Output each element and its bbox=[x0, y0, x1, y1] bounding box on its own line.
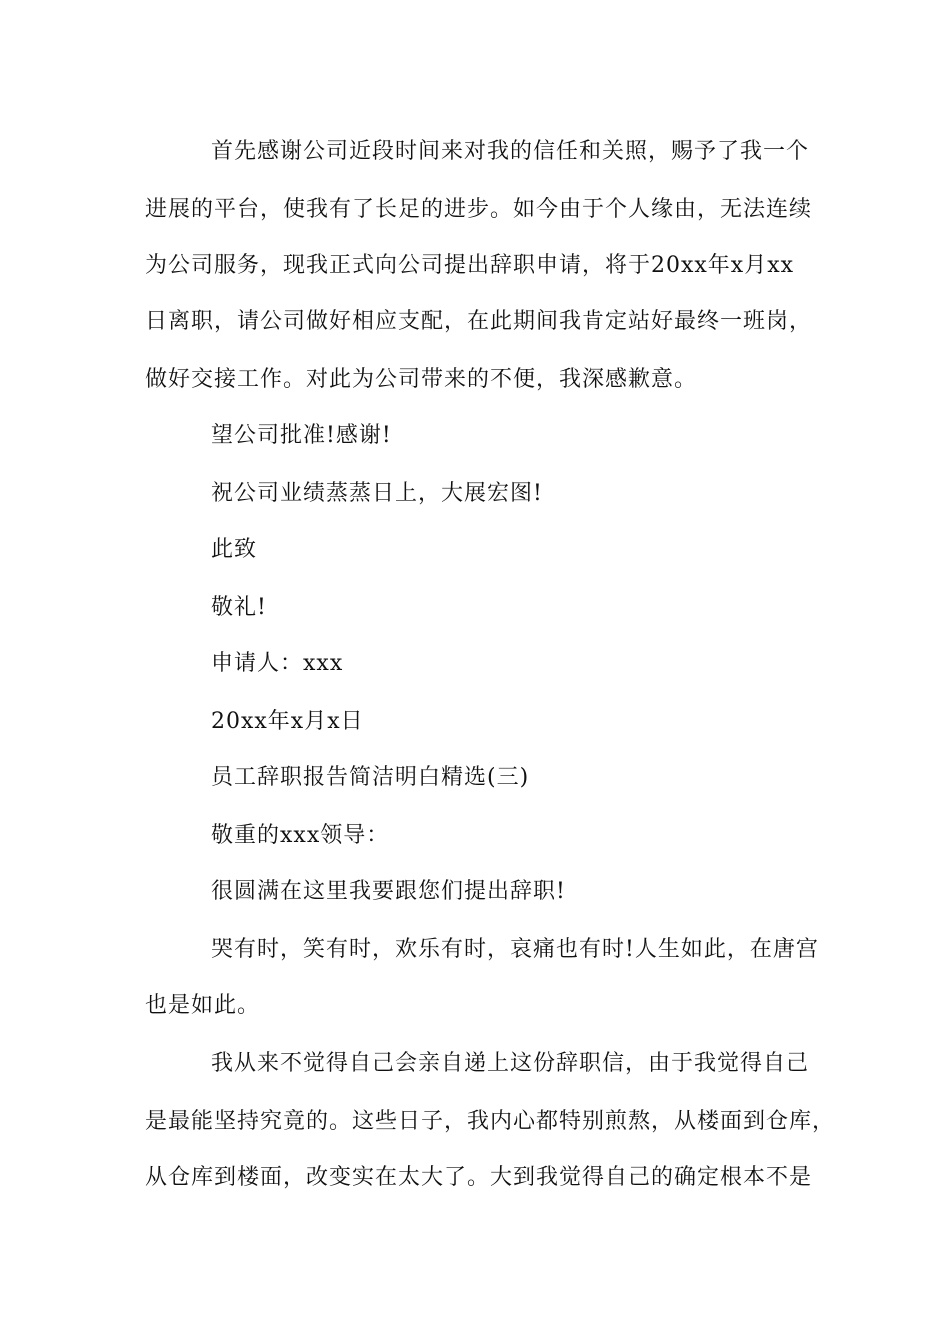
paragraph-line: 祝公司业绩蒸蒸日上，大展宏图! bbox=[211, 481, 543, 506]
section-title: 员工辞职报告简洁明白精选(三) bbox=[211, 765, 530, 790]
salutation-line: 敬重的xxx领导： bbox=[211, 823, 390, 848]
date-line: 20xx年x月x日 bbox=[211, 709, 364, 734]
paragraph-line: 望公司批准!感谢! bbox=[211, 423, 392, 448]
paragraph-line: 进展的平台，使我有了长足的进步。如今由于个人缘由，无法连续 bbox=[145, 197, 813, 222]
paragraph-line: 是最能坚持究竟的。这些日子，我内心都特别煎熬，从楼面到仓库， bbox=[145, 1109, 836, 1134]
paragraph-line: 为公司服务，现我正式向公司提出辞职申请，将于20xx年x月xx bbox=[145, 253, 795, 278]
paragraph-line: 做好交接工作。对此为公司带来的不便，我深感歉意。 bbox=[145, 367, 698, 392]
paragraph-line: 哭有时，笑有时，欢乐有时，哀痛也有时!人生如此，在唐宫 bbox=[211, 937, 819, 962]
paragraph-line: 很圆满在这里我要跟您们提出辞职! bbox=[211, 879, 566, 904]
signature-line: 申请人：xxx bbox=[211, 651, 344, 676]
closing-line: 敬礼! bbox=[211, 595, 267, 620]
paragraph-line: 首先感谢公司近段时间来对我的信任和关照，赐予了我一个 bbox=[211, 139, 810, 164]
paragraph-line: 我从来不觉得自己会亲自递上这份辞职信，由于我觉得自己 bbox=[211, 1051, 810, 1076]
paragraph-line: 也是如此。 bbox=[145, 993, 261, 1018]
closing-line: 此致 bbox=[211, 537, 258, 562]
paragraph-line: 从仓库到楼面，改变实在太大了。大到我觉得自己的确定根本不是 bbox=[145, 1165, 813, 1190]
paragraph-line: 日离职，请公司做好相应支配，在此期间我肯定站好最终一班岗， bbox=[145, 309, 813, 334]
